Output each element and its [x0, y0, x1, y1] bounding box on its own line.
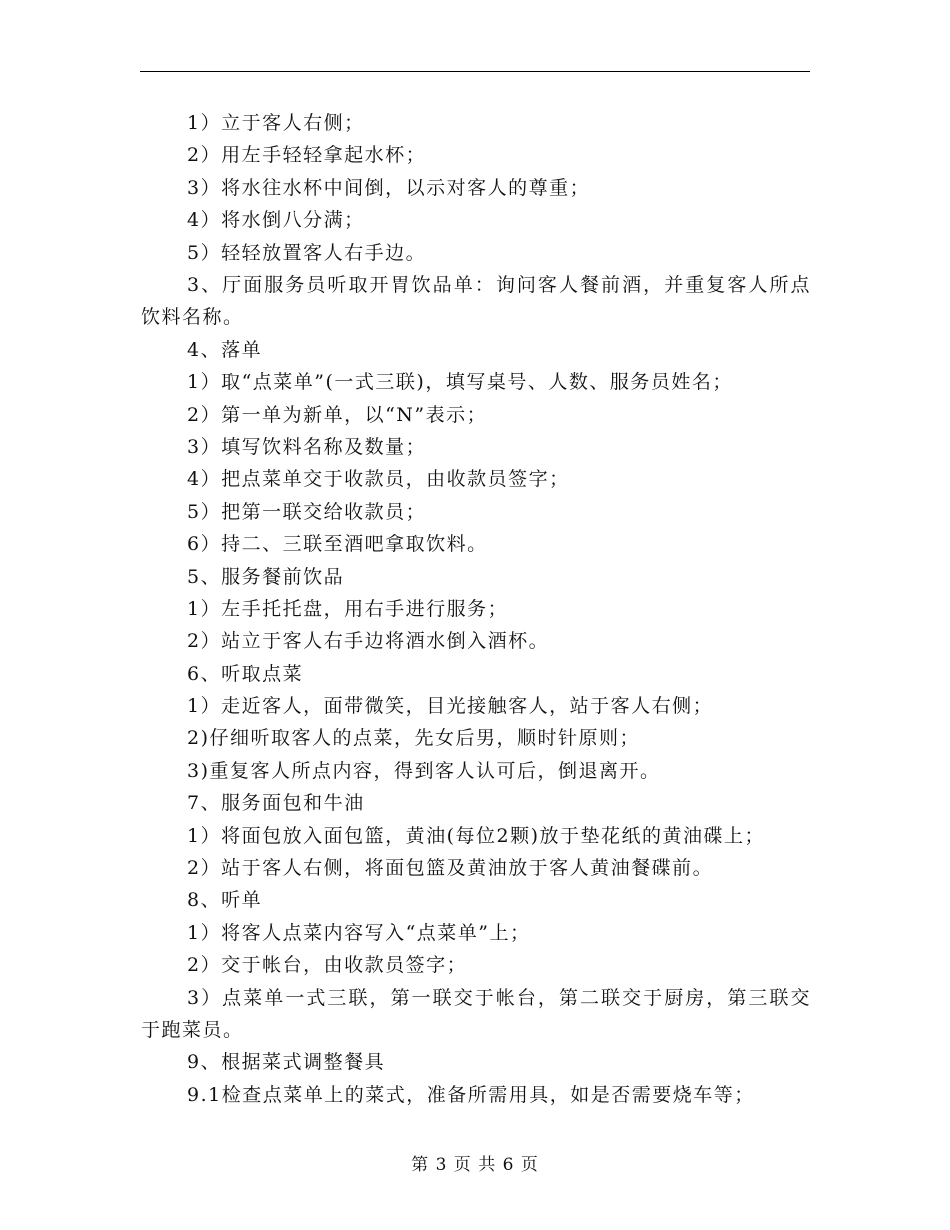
- paragraph: 3、厅面服务员听取开胃饮品单：询问客人餐前酒，并重复客人所点饮料名称。: [141, 273, 811, 329]
- list-item: 2）交于帐台，由收款员签字；: [187, 954, 468, 977]
- list-item: 1）将客人点菜内容写入“点菜单”上；: [187, 921, 531, 944]
- section-heading: 4、落单: [187, 338, 263, 361]
- list-item: 3）将水往水杯中间倒，以示对客人的尊重；: [187, 176, 591, 199]
- header-rule: [140, 71, 810, 72]
- document-body: [141, 107, 811, 1111]
- section-heading: 8、听单: [187, 889, 263, 912]
- list-item: 5）轻轻放置客人右手边。: [187, 241, 427, 264]
- list-item: 2）第一单为新单，以“N”表示；: [187, 403, 488, 426]
- list-item: 1）立于客人右侧；: [187, 112, 365, 134]
- list-item: 2）站于客人右侧，将面包篮及黄油放于客人黄油餐碟前。: [187, 857, 714, 880]
- list-item: 4）将水倒八分满；: [187, 209, 365, 232]
- list-item: 5）把第一联交给收款员；: [187, 500, 427, 523]
- section-heading: 7、服务面包和牛油: [187, 792, 365, 815]
- list-item: 1）走近客人，面带微笑，目光接触客人，站于客人右侧；: [187, 695, 714, 718]
- section-heading: 6、听取点菜: [187, 662, 304, 685]
- list-item: 3）填写饮料名称及数量；: [187, 435, 427, 458]
- section-heading: 5、服务餐前饮品: [187, 565, 345, 588]
- list-item: 9.1检查点菜单上的菜式，准备所需用具，如是否需要烧车等；: [187, 1083, 755, 1106]
- list-item: 2）站立于客人右手边将酒水倒入酒杯。: [187, 630, 550, 653]
- list-item: 1）左手托托盘，用右手进行服务；: [187, 597, 509, 620]
- list-item: 2)仔细听取客人的点菜，先女后男，顺时针原则；: [187, 727, 641, 750]
- list-item: 6）持二、三联至酒吧拿取饮料。: [187, 533, 488, 556]
- list-item: 1）取“点菜单”(一式三联)，填写桌号、人数、服务员姓名；: [187, 371, 733, 394]
- list-item: 2）用左手轻轻拿起水杯；: [187, 144, 427, 167]
- paragraph: 3）点菜单一式三联，第一联交于帐台，第二联交于厨房，第三联交于跑菜员。: [141, 986, 811, 1041]
- list-item: 4）把点菜单交于收款员，由收款员签字；: [187, 468, 570, 491]
- section-heading: 9、根据菜式调整餐具: [187, 1051, 386, 1074]
- list-item: 3)重复客人所点内容，得到客人认可后，倒退离开。: [187, 759, 661, 782]
- list-item: 1）将面包放入面包篮，黄油(每位2颗)放于垫花纸的黄油碟上；: [187, 824, 766, 847]
- page-number: 第 3 页 共 6 页: [411, 1155, 539, 1175]
